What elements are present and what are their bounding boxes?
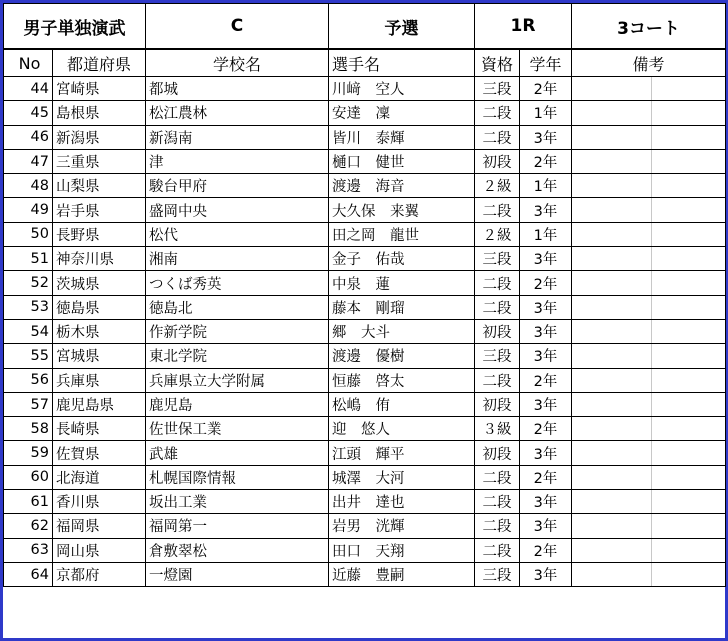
row-rank: ２級 (475, 222, 520, 246)
row-rank: 三段 (475, 77, 520, 101)
row-rank: 二段 (475, 101, 520, 125)
row-prefecture: 栃木県 (53, 319, 146, 343)
row-school: 武雄 (146, 441, 329, 465)
row-prefecture: 福岡県 (53, 514, 146, 538)
row-notes-cell (572, 125, 652, 149)
table-row (4, 490, 726, 514)
row-notes-cell (652, 125, 726, 149)
row-no: 61 (4, 490, 53, 514)
row-notes-cell (572, 174, 652, 198)
block-label: C (146, 4, 329, 50)
row-grade: 1年 (520, 101, 572, 125)
table-row (4, 465, 726, 489)
row-grade: 3年 (520, 125, 572, 149)
row-no: 46 (4, 125, 53, 149)
row-school: 松江農林 (146, 101, 329, 125)
row-school: 都城 (146, 77, 329, 101)
row-rank: ３級 (475, 417, 520, 441)
row-grade: 2年 (520, 149, 572, 173)
row-grade: 1年 (520, 222, 572, 246)
table-row (4, 125, 726, 149)
column-header-row (4, 49, 726, 77)
row-grade: 2年 (520, 77, 572, 101)
row-no: 64 (4, 562, 53, 586)
row-notes-cell (652, 222, 726, 246)
row-no: 54 (4, 319, 53, 343)
row-grade: 2年 (520, 465, 572, 489)
row-player: 安達 凜 (329, 101, 475, 125)
row-grade: 3年 (520, 247, 572, 271)
row-notes-cell (572, 149, 652, 173)
row-notes-cell (572, 101, 652, 125)
row-notes-cell (572, 562, 652, 586)
col-header-grade: 学年 (520, 49, 572, 77)
row-no: 50 (4, 222, 53, 246)
row-rank: 二段 (475, 295, 520, 319)
row-school: 東北学院 (146, 344, 329, 368)
row-notes-cell (652, 490, 726, 514)
row-school: 作新学院 (146, 319, 329, 343)
row-player: 恒藤 啓太 (329, 368, 475, 392)
table-row (4, 101, 726, 125)
row-notes-cell (652, 344, 726, 368)
row-school: 駿台甲府 (146, 174, 329, 198)
row-player: 近藤 豊嗣 (329, 562, 475, 586)
table-row (4, 514, 726, 538)
row-prefecture: 鹿児島県 (53, 392, 146, 416)
row-prefecture: 島根県 (53, 101, 146, 125)
row-notes-cell (652, 247, 726, 271)
row-notes-cell (652, 417, 726, 441)
table-row (4, 198, 726, 222)
row-no: 51 (4, 247, 53, 271)
row-no: 59 (4, 441, 53, 465)
row-rank: 二段 (475, 514, 520, 538)
row-rank: 二段 (475, 368, 520, 392)
row-player: 川﨑 空人 (329, 77, 475, 101)
row-rank: 三段 (475, 344, 520, 368)
table-row (4, 222, 726, 246)
row-notes-cell (572, 344, 652, 368)
row-no: 56 (4, 368, 53, 392)
row-notes-cell (572, 319, 652, 343)
row-grade: 2年 (520, 417, 572, 441)
row-prefecture: 佐賀県 (53, 441, 146, 465)
row-notes-cell (652, 198, 726, 222)
row-no: 44 (4, 77, 53, 101)
row-prefecture: 京都府 (53, 562, 146, 586)
row-no: 47 (4, 149, 53, 173)
table-row (4, 368, 726, 392)
row-grade: 1年 (520, 174, 572, 198)
row-grade: 3年 (520, 344, 572, 368)
row-grade: 2年 (520, 271, 572, 295)
row-notes-cell (572, 441, 652, 465)
row-notes-cell (652, 392, 726, 416)
entry-table (3, 3, 726, 587)
row-notes-cell (572, 514, 652, 538)
row-prefecture: 三重県 (53, 149, 146, 173)
row-school: 札幌国際情報 (146, 465, 329, 489)
event-title: 男子単独演武 (4, 4, 146, 50)
row-school: 佐世保工業 (146, 417, 329, 441)
row-notes-cell (572, 465, 652, 489)
row-prefecture: 山梨県 (53, 174, 146, 198)
row-no: 45 (4, 101, 53, 125)
row-player: 松嶋 侑 (329, 392, 475, 416)
row-rank: 二段 (475, 125, 520, 149)
title-row (4, 4, 726, 50)
col-header-rank: 資格 (475, 49, 520, 77)
row-rank: 初段 (475, 149, 520, 173)
row-rank: 二段 (475, 490, 520, 514)
row-player: 渡邊 海音 (329, 174, 475, 198)
row-grade: 3年 (520, 441, 572, 465)
row-prefecture: 宮城県 (53, 344, 146, 368)
stage-label: 予選 (329, 4, 475, 50)
row-prefecture: 神奈川県 (53, 247, 146, 271)
row-rank: 二段 (475, 198, 520, 222)
table-row (4, 149, 726, 173)
row-grade: 3年 (520, 490, 572, 514)
row-rank: 三段 (475, 562, 520, 586)
row-notes-cell (572, 295, 652, 319)
row-school: 福岡第一 (146, 514, 329, 538)
row-no: 48 (4, 174, 53, 198)
table-row (4, 441, 726, 465)
row-prefecture: 茨城県 (53, 271, 146, 295)
row-school: 一燈園 (146, 562, 329, 586)
row-school: 鹿児島 (146, 392, 329, 416)
row-grade: 2年 (520, 538, 572, 562)
table-row (4, 538, 726, 562)
row-notes-cell (572, 271, 652, 295)
row-notes-cell (572, 368, 652, 392)
row-rank: 初段 (475, 392, 520, 416)
table-row (4, 392, 726, 416)
table-row (4, 295, 726, 319)
row-notes-cell (652, 514, 726, 538)
row-no: 63 (4, 538, 53, 562)
row-player: 中泉 蓮 (329, 271, 475, 295)
row-no: 60 (4, 465, 53, 489)
row-player: 藤本 剛瑠 (329, 295, 475, 319)
row-grade: 3年 (520, 514, 572, 538)
table-row (4, 319, 726, 343)
row-prefecture: 長野県 (53, 222, 146, 246)
row-prefecture: 北海道 (53, 465, 146, 489)
col-header-school: 学校名 (146, 49, 329, 77)
row-player: 田口 天翔 (329, 538, 475, 562)
row-player: 田之岡 龍世 (329, 222, 475, 246)
table-row (4, 77, 726, 101)
row-notes-cell (652, 77, 726, 101)
col-header-notes: 備考 (572, 49, 726, 77)
row-rank: 二段 (475, 538, 520, 562)
table-row (4, 271, 726, 295)
row-player: 大久保 来翼 (329, 198, 475, 222)
row-notes-cell (652, 174, 726, 198)
row-player: 皆川 泰輝 (329, 125, 475, 149)
col-header-player: 選手名 (329, 49, 475, 77)
row-notes-cell (572, 198, 652, 222)
row-player: 出井 達也 (329, 490, 475, 514)
row-school: 津 (146, 149, 329, 173)
row-notes-cell (572, 490, 652, 514)
row-grade: 3年 (520, 295, 572, 319)
row-player: 江頭 輝平 (329, 441, 475, 465)
row-school: 坂出工業 (146, 490, 329, 514)
row-rank: 二段 (475, 465, 520, 489)
row-prefecture: 徳島県 (53, 295, 146, 319)
row-no: 62 (4, 514, 53, 538)
table-row (4, 417, 726, 441)
row-prefecture: 岩手県 (53, 198, 146, 222)
table-row (4, 174, 726, 198)
row-school: 倉敷翠松 (146, 538, 329, 562)
row-player: 郷 大斗 (329, 319, 475, 343)
table-row (4, 344, 726, 368)
row-rank: ２級 (475, 174, 520, 198)
row-no: 53 (4, 295, 53, 319)
court-label: 3コート (572, 4, 726, 50)
row-notes-cell (652, 465, 726, 489)
row-rank: 三段 (475, 247, 520, 271)
row-no: 49 (4, 198, 53, 222)
row-player: 金子 佑哉 (329, 247, 475, 271)
row-school: つくば秀英 (146, 271, 329, 295)
row-notes-cell (652, 538, 726, 562)
row-notes-cell (652, 101, 726, 125)
row-prefecture: 兵庫県 (53, 368, 146, 392)
col-header-no: No (4, 49, 53, 77)
round-label: 1R (475, 4, 572, 50)
row-grade: 3年 (520, 319, 572, 343)
row-school: 松代 (146, 222, 329, 246)
row-school: 徳島北 (146, 295, 329, 319)
row-notes-cell (652, 149, 726, 173)
row-grade: 3年 (520, 392, 572, 416)
row-notes-cell (572, 247, 652, 271)
row-player: 渡邊 優樹 (329, 344, 475, 368)
row-grade: 3年 (520, 562, 572, 586)
row-rank: 二段 (475, 271, 520, 295)
row-grade: 3年 (520, 198, 572, 222)
row-no: 57 (4, 392, 53, 416)
row-player: 樋口 健世 (329, 149, 475, 173)
row-school: 盛岡中央 (146, 198, 329, 222)
row-notes-cell (572, 222, 652, 246)
row-notes-cell (572, 538, 652, 562)
row-prefecture: 新潟県 (53, 125, 146, 149)
row-no: 52 (4, 271, 53, 295)
row-notes-cell (652, 319, 726, 343)
row-prefecture: 香川県 (53, 490, 146, 514)
row-no: 55 (4, 344, 53, 368)
table-row (4, 562, 726, 586)
row-notes-cell (572, 392, 652, 416)
row-school: 湘南 (146, 247, 329, 271)
row-player: 迎 悠人 (329, 417, 475, 441)
row-notes-cell (572, 417, 652, 441)
row-notes-cell (652, 562, 726, 586)
row-prefecture: 岡山県 (53, 538, 146, 562)
row-no: 58 (4, 417, 53, 441)
row-notes-cell (652, 271, 726, 295)
table-row (4, 247, 726, 271)
row-player: 岩男 洸輝 (329, 514, 475, 538)
col-header-prefecture: 都道府県 (53, 49, 146, 77)
row-grade: 2年 (520, 368, 572, 392)
row-school: 兵庫県立大学附属 (146, 368, 329, 392)
row-school: 新潟南 (146, 125, 329, 149)
row-notes-cell (652, 441, 726, 465)
row-prefecture: 宮崎県 (53, 77, 146, 101)
row-prefecture: 長崎県 (53, 417, 146, 441)
row-notes-cell (652, 295, 726, 319)
row-rank: 初段 (475, 441, 520, 465)
row-player: 城澤 大河 (329, 465, 475, 489)
row-rank: 初段 (475, 319, 520, 343)
row-notes-cell (572, 77, 652, 101)
row-notes-cell (652, 368, 726, 392)
